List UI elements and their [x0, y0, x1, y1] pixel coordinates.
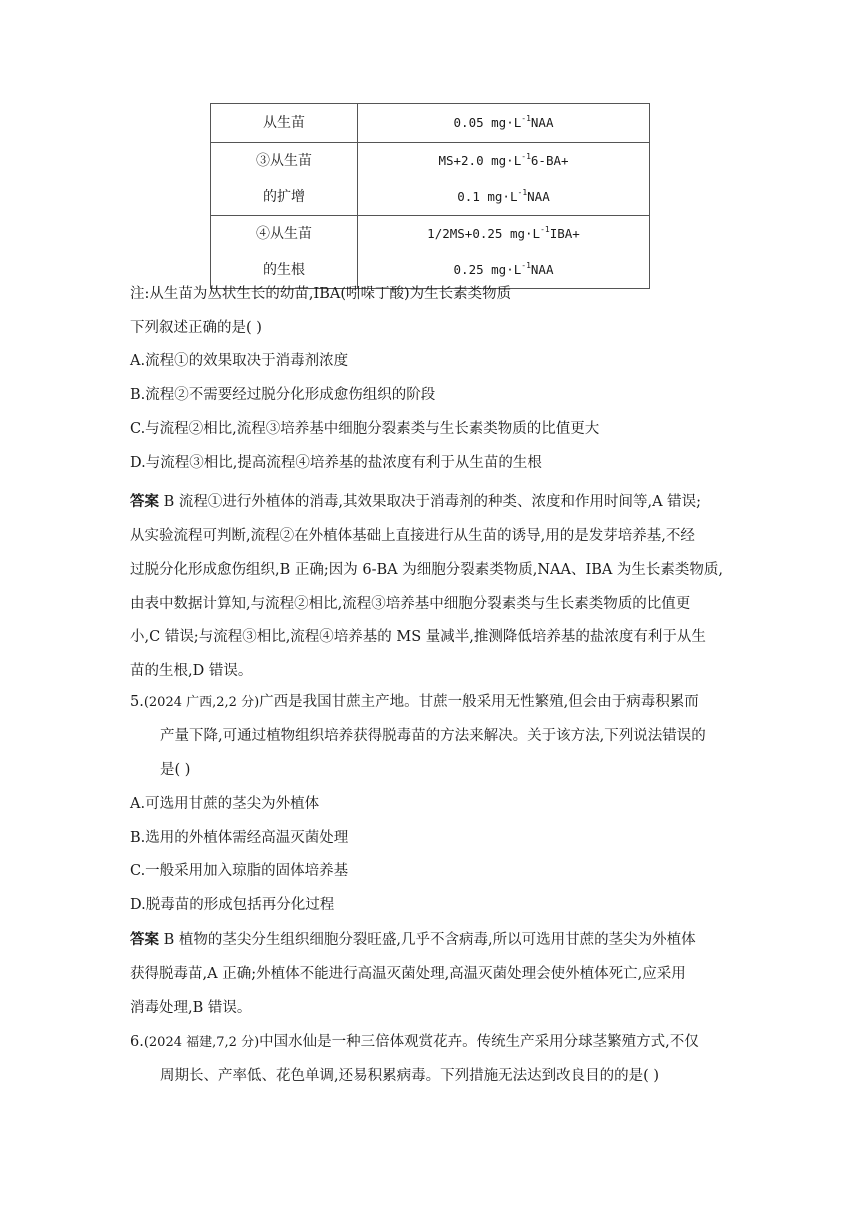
- table-cell-medium: MS+2.0 $mg\cdot L^{-1}6-BA+$ 0.1 $mg\cdot L^{-1}NAA$: [358, 143, 650, 216]
- question-6-stem: 6.(2024 福建,7,2 分)中国水仙是一种三倍体观赏花卉。传统生产采用分球茎繁殖方式,不仅: [130, 1034, 699, 1050]
- option-b: B.选用的外植体需经高温灭菌处理: [130, 830, 349, 846]
- table-note: 注:从生苗为丛状生长的幼苗,IBA(吲哚丁酸)为生长素类物质: [130, 286, 512, 302]
- answer-line: 答案 B 流程①进行外植体的消毒,其效果取决于消毒剂的种类、浓度和作用时间等,A 错误;: [130, 494, 702, 510]
- question-6-stem: 周期长、产率低、花色单调,还易积累病毒。下列措施无法达到改良目的的是( ): [160, 1068, 660, 1084]
- option-c: C.与流程②相比,流程③培养基中细胞分裂素类与生长素类物质的比值更大: [130, 421, 600, 437]
- option-a: A.可选用甘蔗的茎尖为外植体: [130, 796, 320, 812]
- table-cell-stage: 从生苗: [211, 104, 358, 143]
- answer-line: 获得脱毒苗,A 正确;外植体不能进行高温灭菌处理,高温灭菌处理会使外植体死亡,应采用: [130, 966, 686, 982]
- table-row: [211, 143, 650, 216]
- option-a: A.流程①的效果取决于消毒剂浓度: [130, 353, 349, 369]
- question-5-stem: 是( ): [160, 762, 191, 778]
- answer-line: 从实验流程可判断,流程②在外植体基础上直接进行从生苗的诱导,用的是发芽培养基,不经: [130, 528, 695, 544]
- question-5-stem: 产量下降,可通过植物组织培养获得脱毒苗的方法来解决。关于该方法,下列说法错误的: [160, 728, 706, 744]
- option-d: D.脱毒苗的形成包括再分化过程: [130, 897, 335, 913]
- table-cell-medium: 1/2MS+0.25 $mg\cdot L^{-1}IBA+$ 0.25 $mg\cdot L^{-1}NAA$: [358, 216, 650, 289]
- option-d: D.与流程③相比,提高流程④培养基的盐浓度有利于从生苗的生根: [130, 455, 542, 471]
- answer-label: 答案: [130, 932, 159, 948]
- answer-line: 由表中数据计算知,与流程②相比,流程③培养基中细胞分裂素类与生长素类物质的比值更: [130, 596, 691, 612]
- answer-line: 消毒处理,B 错误。: [130, 1000, 252, 1016]
- table-cell-stage: ④从生苗 的生根: [211, 216, 358, 289]
- answer-line: 苗的生根,D 错误。: [130, 663, 253, 679]
- answer-label: 答案: [130, 494, 159, 510]
- answer-line: 小,C 错误;与流程③相比,流程④培养基的 MS 量减半,推测降低培养基的盐浓度有利于从生: [130, 629, 706, 645]
- table-cell-medium: 0.05 $mg\cdot L^{-1}NAA$: [358, 104, 650, 143]
- table-row: [211, 104, 650, 143]
- answer-line: 过脱分化形成愈伤组织,B 正确;因为 6-BA 为细胞分裂素类物质,NAA、IBA 为生长素类物质,: [130, 562, 724, 578]
- option-b: B.流程②不需要经过脱分化形成愈伤组织的阶段: [130, 387, 436, 403]
- option-c: C.一般采用加入琼脂的固体培养基: [130, 863, 349, 879]
- question-5-stem: 5.(2024 广西,2,2 分)广西是我国甘蔗主产地。甘蔗一般采用无性繁殖,但会由于病毒积累而: [130, 694, 699, 710]
- answer-line: 答案 B 植物的茎尖分生组织细胞分裂旺盛,几乎不含病毒,所以可选用甘蔗的茎尖为外植体: [130, 932, 696, 948]
- culture-medium-table: [210, 103, 650, 289]
- question-stem: 下列叙述正确的是( ): [130, 320, 262, 336]
- table-row: [211, 216, 650, 289]
- table-cell-stage: ③从生苗 的扩增: [211, 143, 358, 216]
